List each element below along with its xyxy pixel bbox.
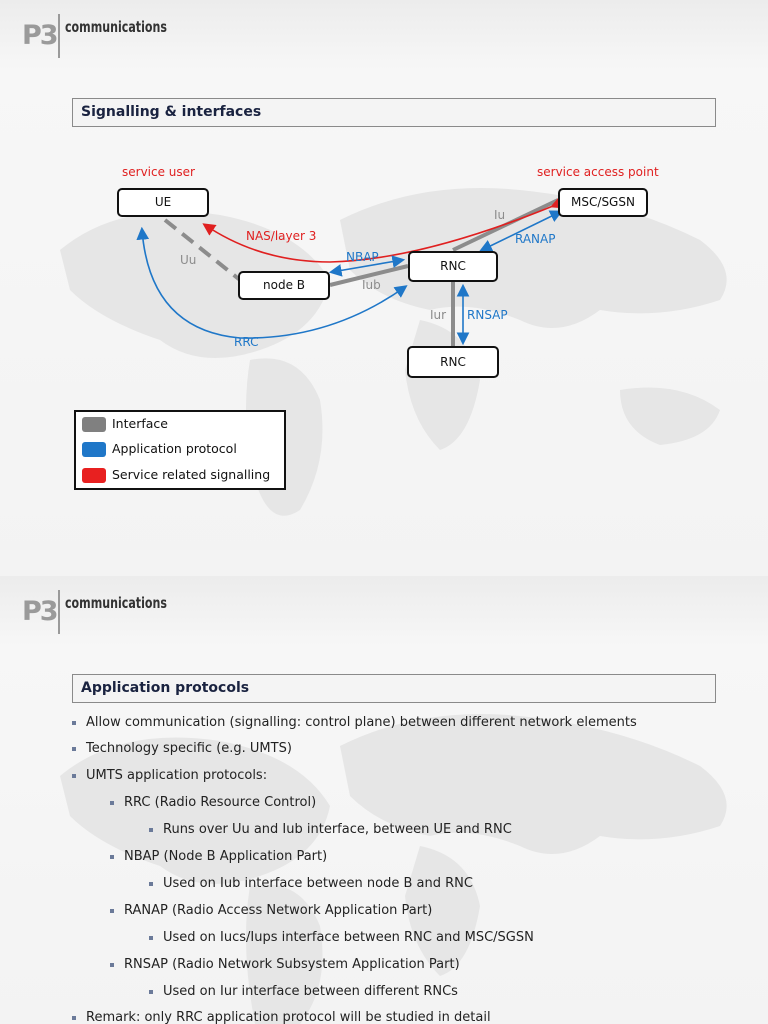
service-access-point-label: service access point: [537, 165, 659, 179]
ranap-label: RANAP: [515, 232, 556, 246]
bullet-marker: [110, 855, 114, 859]
iu-label: Iu: [494, 208, 506, 222]
legend-swatch-application-protocol: [82, 442, 106, 457]
bullet-marker: [72, 747, 76, 751]
legend-swatch-interface: [82, 417, 106, 432]
bullet-text: Remark: only RRC application protocol will be studied in detail: [86, 1010, 491, 1024]
rnc-node-2: [407, 346, 499, 378]
ue-node-label: UE: [154, 195, 172, 209]
legend-label-interface: Interface: [112, 416, 168, 431]
bullet-text: UMTS application protocols:: [86, 768, 268, 783]
logo-text: communications: [65, 18, 167, 36]
slide-title-2: Application protocols: [81, 680, 250, 696]
rnc-node: [408, 251, 498, 282]
bullet-text: Technology specific (e.g. UMTS): [86, 741, 292, 756]
msc-sgsn-node: [558, 188, 648, 217]
uu-label: Uu: [180, 253, 197, 267]
bullet-marker: [110, 801, 114, 805]
legend-label-service-signalling: Service related signalling: [112, 467, 271, 482]
msc-sgsn-node-label: MSC/SGSN: [571, 195, 635, 209]
bullet-text: Allow communication (signalling: control plane) between different network elements: [86, 715, 637, 730]
rnc-node-label: RNC: [440, 259, 466, 273]
legend-swatch-service-signalling: [82, 468, 106, 483]
bullet-marker: [110, 963, 114, 967]
rnc-node-2-label: RNC: [440, 355, 466, 369]
slide-title: Signalling & interfaces: [81, 104, 262, 120]
iur-label: Iur: [430, 308, 447, 322]
uu-interface-line: [165, 220, 240, 280]
service-user-label: service user: [122, 165, 195, 179]
rnsap-label: RNSAP: [467, 308, 508, 322]
bullet-marker: [149, 882, 153, 886]
iub-label: Iub: [362, 278, 381, 292]
logo-mark: P3: [22, 20, 57, 51]
bullet-text: RNSAP (Radio Network Subsystem Application Part): [124, 957, 460, 972]
bullet-text: RANAP (Radio Access Network Application Part): [124, 903, 433, 918]
bullet-text: Used on Iur interface between different RNCs: [163, 984, 458, 999]
node-b-node-label: node B: [263, 278, 305, 292]
bullet-text: Used on Iucs/Iups interface between RNC and MSC/SGSN: [163, 930, 534, 945]
logo-divider-2: [58, 590, 60, 634]
bullet-marker: [149, 828, 153, 832]
logo-mark-2: P3: [22, 596, 57, 627]
bullet-text: RRC (Radio Resource Control): [124, 795, 317, 810]
nbap-label: NBAP: [346, 250, 379, 264]
legend-label-application-protocol: Application protocol: [112, 441, 237, 456]
bullet-text: Runs over Uu and Iub interface, between UE and RNC: [163, 822, 512, 837]
nas-label: NAS/layer 3: [246, 229, 317, 243]
diagram-legend: [74, 410, 286, 490]
slide-application-protocols: [0, 576, 768, 1024]
bullet-text: NBAP (Node B Application Part): [124, 849, 328, 864]
slide-title-box-2: [72, 674, 716, 703]
rrc-label: RRC: [234, 335, 259, 349]
bullet-marker: [149, 936, 153, 940]
bullet-marker: [72, 774, 76, 778]
bullet-marker: [72, 721, 76, 725]
bullet-text: Used on Iub interface between node B and RNC: [163, 876, 473, 891]
logo-text-2: communications: [65, 594, 167, 612]
node-b-node: [238, 271, 330, 300]
bullet-marker: [72, 1016, 76, 1020]
bullet-marker: [149, 990, 153, 994]
bullet-marker: [110, 909, 114, 913]
ue-node: [117, 188, 209, 217]
